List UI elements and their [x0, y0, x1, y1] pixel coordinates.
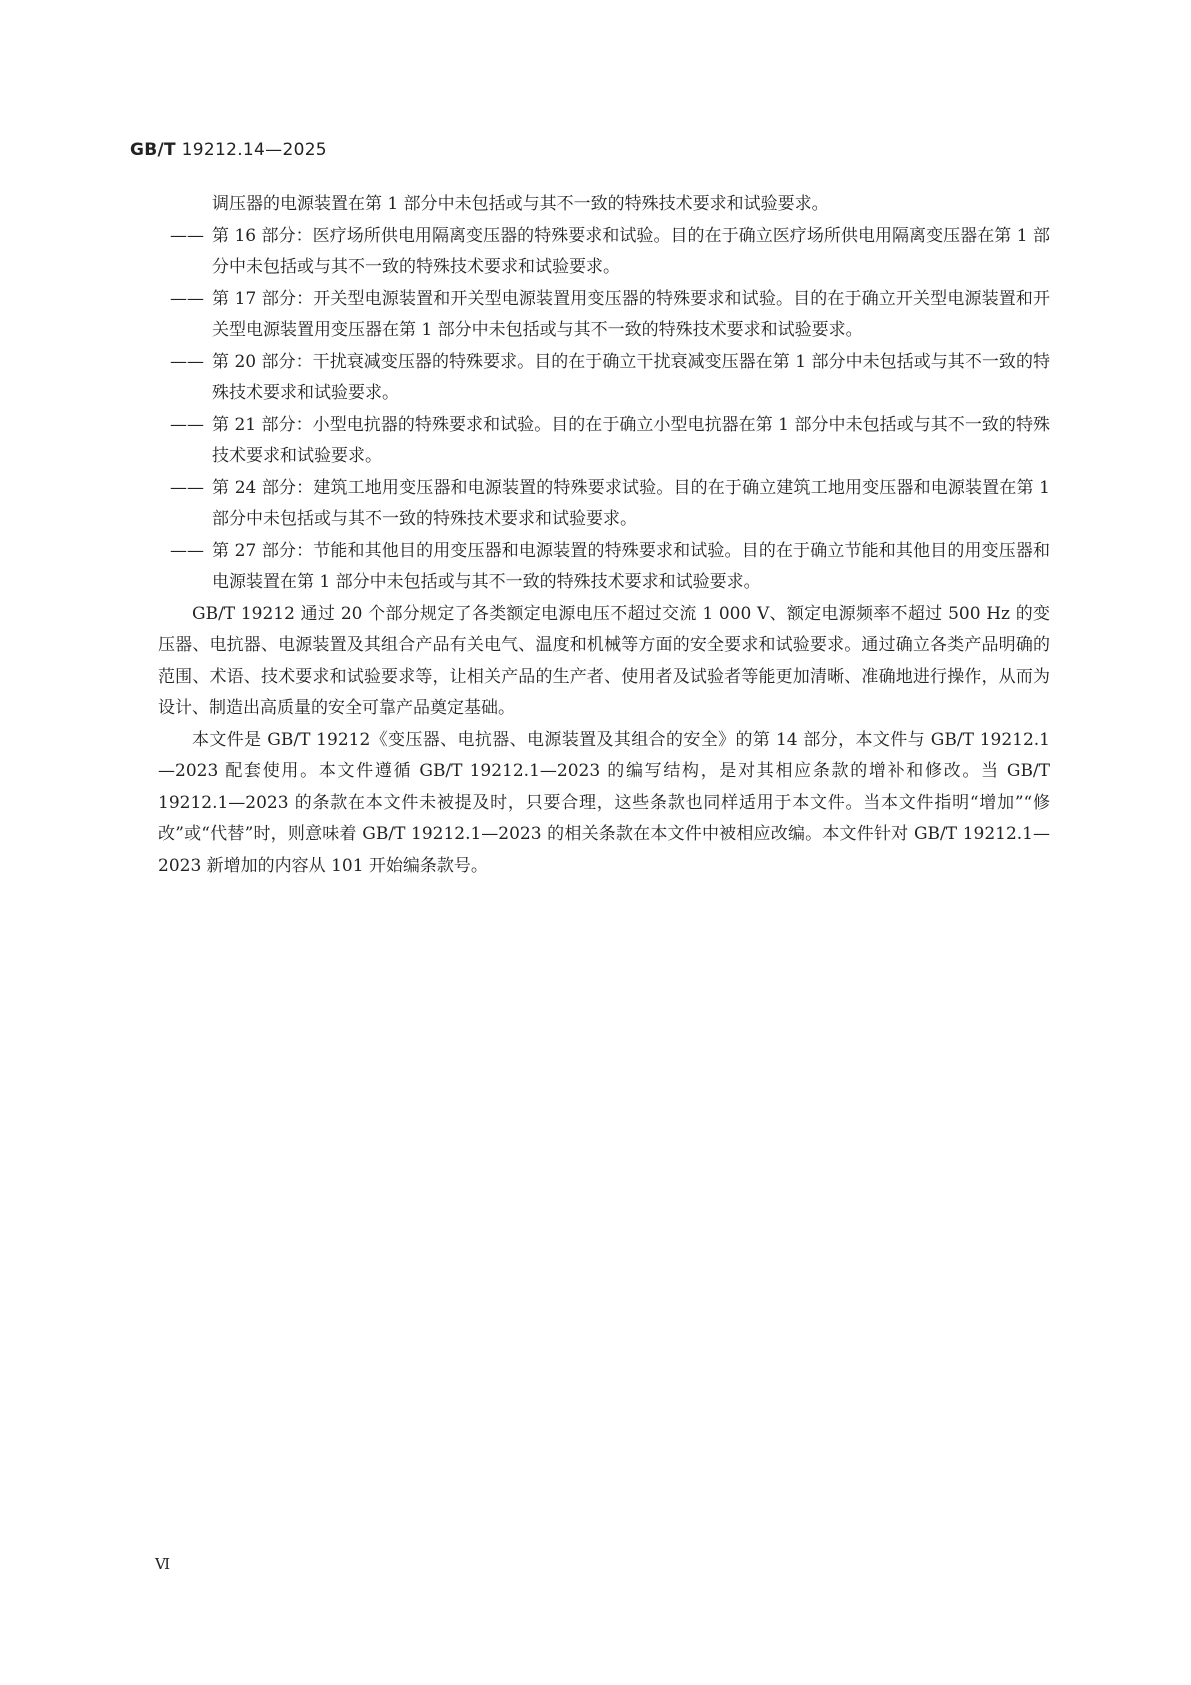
- list-item: [170, 284, 1050, 347]
- document-body: [158, 189, 1050, 882]
- list-dash: ——: [170, 414, 204, 435]
- document-header: [130, 140, 327, 160]
- list-dash: ——: [170, 540, 204, 561]
- list-item-text: 第 16 部分：医疗场所供电用隔离变压器的特殊要求和试验。目的在于确立医疗场所供电用隔离变压器在第 1 部分中未包括或与其不一致的特殊技术要求和试验要求。: [212, 225, 1050, 277]
- list-item-text: 第 24 部分：建筑工地用变压器和电源装置的特殊要求试验。目的在于确立建筑工地用变压器和电源装置在第 1 部分中未包括或与其不一致的特殊技术要求和试验要求。: [212, 477, 1050, 529]
- list-item: [170, 536, 1050, 599]
- standard-code: GB/T: [130, 140, 176, 160]
- list-dash: ——: [170, 288, 204, 309]
- list-item: [170, 347, 1050, 410]
- list-item: [170, 410, 1050, 473]
- standard-number: 19212.14—2025: [181, 140, 327, 160]
- body-paragraph: GB/T 19212 通过 20 个部分规定了各类额定电源电压不超过交流 1 000 V、额定电源频率不超过 500 Hz 的变压器、电抗器、电源装置及其组合产品有关电气、温度和机械等方面的安全要求和试验要求。通过确立各类产品明确的范围、术语、技术要求和试验要求等，让相关产品的生产者、使用者及试验者等能更加清晰、准确地进行操作，从而为设计、制造出高质量的安全可靠产品奠定基础。: [158, 603, 1050, 718]
- list-item: [170, 473, 1050, 536]
- page-number: Ⅵ: [155, 1555, 171, 1573]
- body-paragraph: 本文件是 GB/T 19212《变压器、电抗器、电源装置及其组合的安全》的第 14 部分，本文件与 GB/T 19212.1—2023 配套使用。本文件遵循 GB/T 19212.1—2023 的编写结构，是对其相应条款的增补和修改。当 GB/T 19212.1—2023 的条款在本文件未被提及时，只要合理，这些条款也同样适用于本文件。当本文件指明“增加”“修改”或“代替”时，则意味着 GB/T 19212.1—2023 的相关条款在本文件中被相应改编。本文件针对 GB/T 19212.1—2023 新增加的内容从 101 开始编条款号。: [158, 729, 1050, 876]
- list-item-text: 第 20 部分：干扰衰减变压器的特殊要求。目的在于确立干扰衰减变压器在第 1 部分中未包括或与其不一致的特殊技术要求和试验要求。: [212, 351, 1050, 403]
- list-item-text: 第 27 部分：节能和其他目的用变压器和电源装置的特殊要求和试验。目的在于确立节能和其他目的用变压器和电源装置在第 1 部分中未包括或与其不一致的特殊技术要求和试验要求。: [212, 540, 1050, 592]
- list-dash: ——: [170, 351, 204, 372]
- list-item-text: 第 21 部分：小型电抗器的特殊要求和试验。目的在于确立小型电抗器在第 1 部分中未包括或与其不一致的特殊技术要求和试验要求。: [212, 414, 1050, 466]
- list-item-text: 第 17 部分：开关型电源装置和开关型电源装置用变压器的特殊要求和试验。目的在于确立开关型电源装置和开关型电源装置用变压器在第 1 部分中未包括或与其不一致的特殊技术要求和试验要求。: [212, 288, 1050, 340]
- list-dash: ——: [170, 477, 204, 498]
- list-item-continued: 调压器的电源装置在第 1 部分中未包括或与其不一致的特殊技术要求和试验要求。: [212, 194, 829, 214]
- list-item: [170, 221, 1050, 284]
- list-dash: ——: [170, 225, 204, 246]
